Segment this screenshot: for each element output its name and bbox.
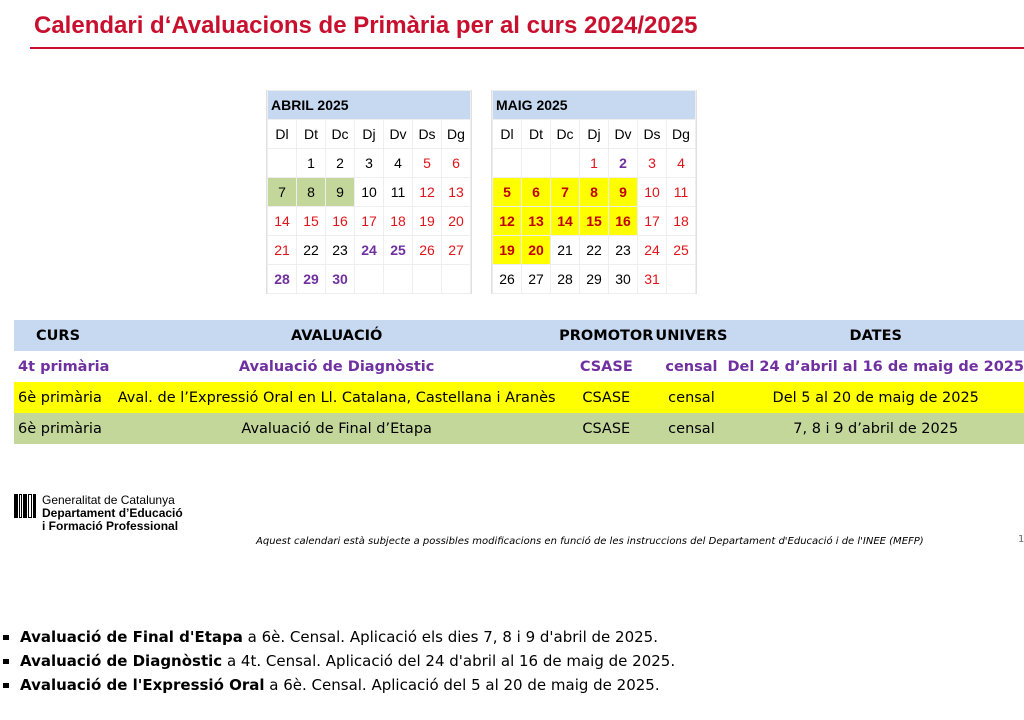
list-item — [0, 673, 675, 697]
calendar-empty-cell — [667, 265, 696, 294]
calendar-day: 7 — [268, 178, 297, 207]
header-univers: UNIVERS — [655, 320, 727, 351]
table-row — [14, 382, 1024, 413]
cell-promotor: CSASE — [557, 351, 655, 382]
cell-curs: 6è primària — [14, 382, 116, 413]
calendar-empty-cell — [522, 149, 551, 178]
logo-text — [42, 494, 183, 533]
calendar-day: 30 — [326, 265, 355, 294]
calendar-empty-cell — [551, 149, 580, 178]
calendar-week — [493, 178, 696, 207]
calendar-day: 16 — [609, 207, 638, 236]
calendar-day: 12 — [413, 178, 442, 207]
calendar-day: 23 — [326, 236, 355, 265]
calendar-day: 8 — [297, 178, 326, 207]
calendar-day: 15 — [580, 207, 609, 236]
calendar-day: 11 — [667, 178, 696, 207]
calendar-weekday: Dg — [667, 120, 696, 149]
calendar-week — [268, 236, 471, 265]
calendar-day: 2 — [609, 149, 638, 178]
calendar-day: 22 — [580, 236, 609, 265]
calendar-day: 5 — [493, 178, 522, 207]
calendar-day: 2 — [326, 149, 355, 178]
calendar-week — [493, 207, 696, 236]
calendar-weekday: Dv — [384, 120, 413, 149]
header-promotor: PROMOTOR — [557, 320, 655, 351]
calendar-day: 14 — [268, 207, 297, 236]
calendar-day: 28 — [551, 265, 580, 294]
calendar-weekday: Dj — [580, 120, 609, 149]
calendar-day: 28 — [268, 265, 297, 294]
list-item — [0, 649, 675, 673]
cell-avaluacio: Avaluació de Diagnòstic — [116, 351, 557, 382]
table-row — [14, 413, 1024, 444]
table-header-row — [14, 320, 1024, 351]
calendar-day: 14 — [551, 207, 580, 236]
calendar-day: 23 — [609, 236, 638, 265]
cell-univers: censal — [655, 413, 727, 444]
calendar-day: 13 — [522, 207, 551, 236]
calendar-weekday: Dj — [355, 120, 384, 149]
table-row — [14, 351, 1024, 382]
calendar-day: 31 — [638, 265, 667, 294]
calendar-day: 3 — [355, 149, 384, 178]
calendar-day: 25 — [384, 236, 413, 265]
calendar-day: 1 — [580, 149, 609, 178]
cell-avaluacio: Aval. de l’Expressió Oral en Ll. Catalana, Castellana i Aranès — [116, 382, 557, 413]
cell-promotor: CSASE — [557, 413, 655, 444]
list-item-bold: Avaluació de Final d'Etapa — [20, 628, 243, 646]
calendar-weekday: Dv — [609, 120, 638, 149]
calendar-day: 4 — [384, 149, 413, 178]
title-divider — [30, 47, 1024, 49]
calendar-empty-cell — [493, 149, 522, 178]
calendar-april — [266, 90, 472, 294]
page-number: 1 — [1018, 534, 1024, 545]
list-item — [0, 625, 675, 649]
calendar-empty-cell — [413, 265, 442, 294]
calendar-day: 7 — [551, 178, 580, 207]
generalitat-logo — [14, 494, 183, 533]
list-item-text: a 6è. Censal. Aplicació els dies 7, 8 i 9 d'abril de 2025. — [242, 628, 658, 646]
logo-line-2: Departament d’Educació — [42, 506, 183, 520]
calendar-week — [493, 265, 696, 294]
calendar-empty-cell — [268, 149, 297, 178]
calendar-day: 24 — [355, 236, 384, 265]
calendar-day: 21 — [551, 236, 580, 265]
calendar-day: 10 — [638, 178, 667, 207]
calendar-week — [493, 149, 696, 178]
calendar-day: 25 — [667, 236, 696, 265]
calendar-day: 8 — [580, 178, 609, 207]
summary-list — [0, 625, 675, 697]
calendar-weekday: Dc — [551, 120, 580, 149]
calendar-day: 19 — [413, 207, 442, 236]
cell-dates: 7, 8 i 9 d’abril de 2025 — [727, 413, 1024, 444]
page-title: Calendari d‘Avaluacions de Primària per al curs 2024/2025 — [34, 12, 698, 39]
header-dates: DATES — [727, 320, 1024, 351]
calendar-weekday: Dt — [522, 120, 551, 149]
calendar-day: 29 — [297, 265, 326, 294]
generalitat-emblem-icon — [14, 494, 36, 518]
calendar-weekday: Dg — [442, 120, 471, 149]
calendar-day: 3 — [638, 149, 667, 178]
calendar-day: 1 — [297, 149, 326, 178]
list-item-bold: Avaluació de l'Expressió Oral — [20, 676, 265, 694]
list-item-text: a 4t. Censal. Aplicació del 24 d'abril al 16 de maig de 2025. — [222, 652, 676, 670]
calendar-weekday: Dt — [297, 120, 326, 149]
calendar-weekday: Ds — [638, 120, 667, 149]
calendar-day: 16 — [326, 207, 355, 236]
calendar-day: 18 — [384, 207, 413, 236]
cell-curs: 6è primària — [14, 413, 116, 444]
logo-line-1: Generalitat de Catalunya — [42, 493, 175, 507]
cell-curs: 4t primària — [14, 351, 116, 382]
list-item-bold: Avaluació de Diagnòstic — [20, 652, 223, 670]
calendar-month-title: ABRIL 2025 — [268, 91, 471, 120]
cell-univers: censal — [655, 382, 727, 413]
logo-line-3: i Formació Professional — [42, 519, 179, 533]
calendar-day: 6 — [442, 149, 471, 178]
calendar-day: 17 — [638, 207, 667, 236]
calendar-day: 26 — [493, 265, 522, 294]
calendar-weekday: Dc — [326, 120, 355, 149]
calendar-day: 9 — [326, 178, 355, 207]
cell-avaluacio: Avaluació de Final d’Etapa — [116, 413, 557, 444]
calendar-empty-cell — [442, 265, 471, 294]
calendar-day: 30 — [609, 265, 638, 294]
calendar-day: 27 — [522, 265, 551, 294]
calendar-day: 6 — [522, 178, 551, 207]
calendar-day: 22 — [297, 236, 326, 265]
calendar-day: 4 — [667, 149, 696, 178]
cell-promotor: CSASE — [557, 382, 655, 413]
calendar-day: 10 — [355, 178, 384, 207]
calendar-day: 9 — [609, 178, 638, 207]
calendar-day: 20 — [442, 207, 471, 236]
calendar-weekday: Ds — [413, 120, 442, 149]
cell-dates: Del 24 d’abril al 16 de maig de 2025 — [727, 351, 1024, 382]
cell-univers: censal — [655, 351, 727, 382]
calendar-day: 19 — [493, 236, 522, 265]
calendar-day: 5 — [413, 149, 442, 178]
header-avaluacio: AVALUACIÓ — [116, 320, 557, 351]
calendar-month-title: MAIG 2025 — [493, 91, 696, 120]
disclaimer-note: Aquest calendari està subjecte a possibles modificacions en funció de les instruccions del Departament d'Educació i de l'INEE (MEFP) — [256, 536, 924, 547]
calendar-week — [268, 265, 471, 294]
calendar-week — [268, 178, 471, 207]
calendar-day: 15 — [297, 207, 326, 236]
calendar-day: 26 — [413, 236, 442, 265]
calendar-week — [268, 149, 471, 178]
calendar-weekday: Dl — [493, 120, 522, 149]
calendar-day: 21 — [268, 236, 297, 265]
calendar-day: 24 — [638, 236, 667, 265]
calendar-empty-cell — [384, 265, 413, 294]
calendar-day: 17 — [355, 207, 384, 236]
calendar-day: 27 — [442, 236, 471, 265]
calendar-day: 29 — [580, 265, 609, 294]
header-curs: CURS — [14, 320, 116, 351]
calendar-empty-cell — [355, 265, 384, 294]
calendar-day: 13 — [442, 178, 471, 207]
calendar-week — [268, 207, 471, 236]
calendar-may — [491, 90, 697, 294]
calendar-day: 20 — [522, 236, 551, 265]
assessment-table — [14, 320, 1024, 444]
calendar-day: 12 — [493, 207, 522, 236]
calendar-day: 18 — [667, 207, 696, 236]
calendar-week — [493, 236, 696, 265]
cell-dates: Del 5 al 20 de maig de 2025 — [727, 382, 1024, 413]
list-item-text: a 6è. Censal. Aplicació del 5 al 20 de maig de 2025. — [264, 676, 660, 694]
calendar-day: 11 — [384, 178, 413, 207]
calendar-weekday: Dl — [268, 120, 297, 149]
